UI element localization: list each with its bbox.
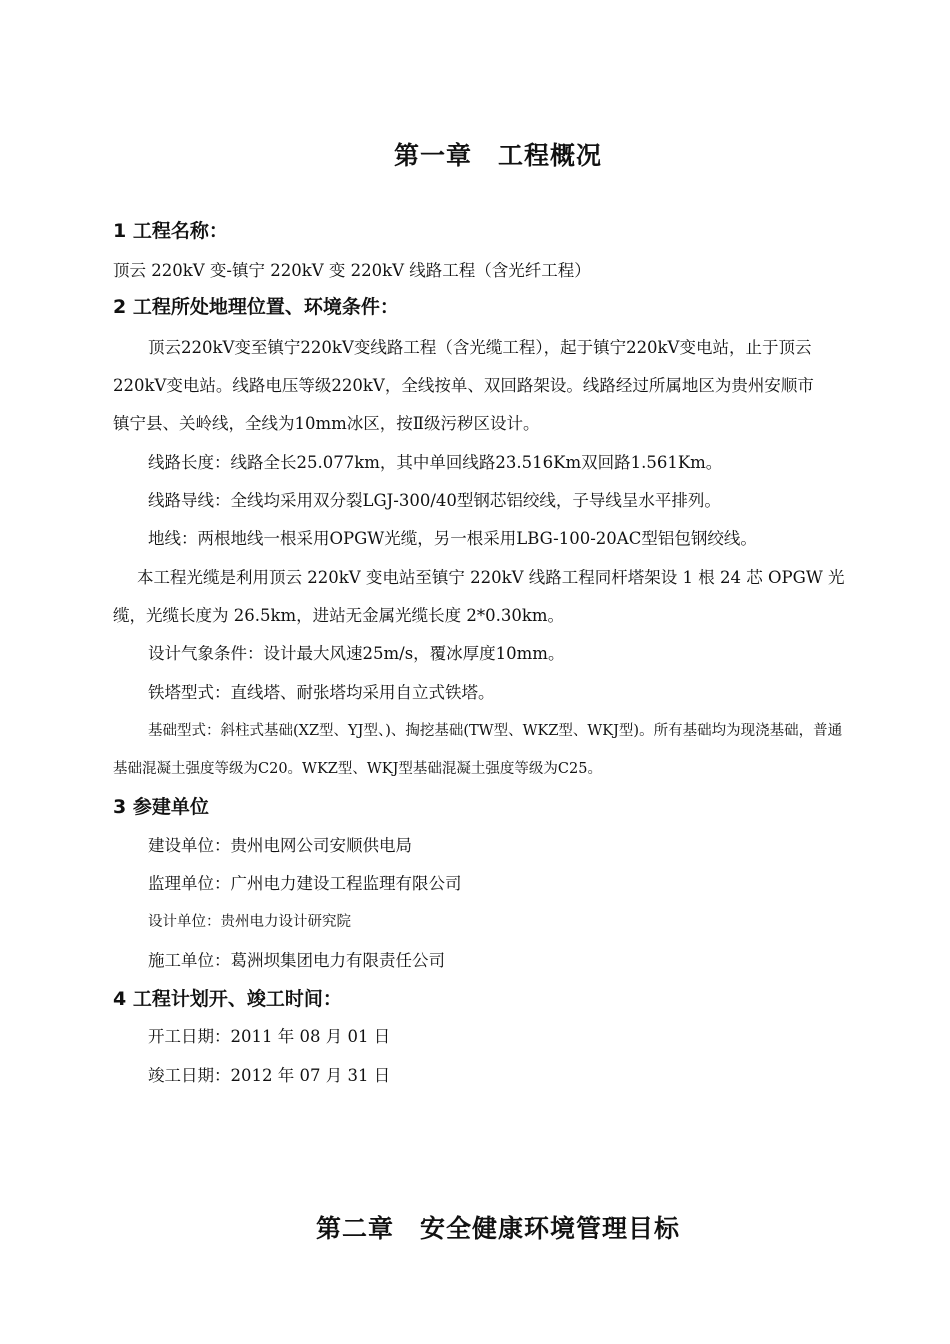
construction-unit: 建设单位：贵州电网公司安顺供电局	[148, 836, 412, 855]
location-paragraph-line-1: 顶云220kV变至镇宁220kV变线路工程（含光缆工程），起于镇宁220kV变电站，止于顶云	[148, 338, 812, 357]
weather-conditions: 设计气象条件：设计最大风速25m/s，覆冰厚度10mm。	[148, 644, 565, 663]
fiber-paragraph-line-1: 本工程光缆是利用顶云 220kV 变电站至镇宁 220kV 线路工程同杆塔架设 1 根 24 芯 OPGW 光	[137, 568, 845, 587]
line-length: 线路长度：线路全长25.077km，其中单回线路23.516Km双回路1.561Km。	[148, 453, 723, 472]
tower-type: 铁塔型式：直线塔、耐张塔均采用自立式铁塔。	[148, 683, 495, 702]
fiber-paragraph-line-2: 缆，光缆长度为 26.5km，进站无金属光缆长度 2*0.30km。	[113, 606, 565, 625]
location-paragraph-line-2: 220kV变电站。线路电压等级220kV，全线按单、双回路架设。线路经过所属地区为贵州安顺市	[113, 376, 814, 395]
section-3-heading: 3 参建单位	[113, 796, 209, 818]
foundation-type-line-1: 基础型式：斜柱式基础(XZ型、YJ型、)、掏挖基础(TW型、WKZ型、WKJ型)。所有基础均为现浇基础，普通	[148, 723, 843, 739]
ground-wire: 地线：两根地线一根采用OPGW光缆，另一根采用LBG-100-20AC型铝包钢绞线。	[148, 529, 757, 548]
design-unit: 设计单位：贵州电力设计研究院	[148, 914, 351, 930]
project-name: 顶云 220kV 变-镇宁 220kV 变 220kV 线路工程（含光纤工程）	[113, 261, 591, 280]
location-paragraph-line-3: 镇宁县、关岭线，全线为10mm冰区，按Ⅱ级污秽区设计。	[113, 414, 540, 433]
section-4-heading: 4 工程计划开、竣工时间：	[113, 988, 342, 1010]
section-2-heading: 2 工程所处地理位置、环境条件：	[113, 296, 399, 318]
start-date: 开工日期：2011 年 08 月 01 日	[148, 1027, 391, 1046]
contractor-unit: 施工单位：葛洲坝集团电力有限责任公司	[148, 951, 445, 970]
end-date: 竣工日期：2012 年 07 月 31 日	[148, 1066, 391, 1085]
section-1-heading: 1 工程名称：	[113, 220, 228, 242]
chapter-1-title: 第一章 工程概况	[393, 141, 602, 170]
foundation-type-line-2: 基础混凝土强度等级为C20。WKZ型、WKJ型基础混凝土强度等级为C25。	[113, 761, 602, 777]
supervision-unit: 监理单位：广州电力建设工程监理有限公司	[148, 874, 462, 893]
line-conductor: 线路导线：全线均采用双分裂LGJ-300/40型钢芯铝绞线，子导线呈水平排列。	[148, 491, 721, 510]
chapter-2-title: 第二章 安全健康环境管理目标	[315, 1214, 680, 1243]
